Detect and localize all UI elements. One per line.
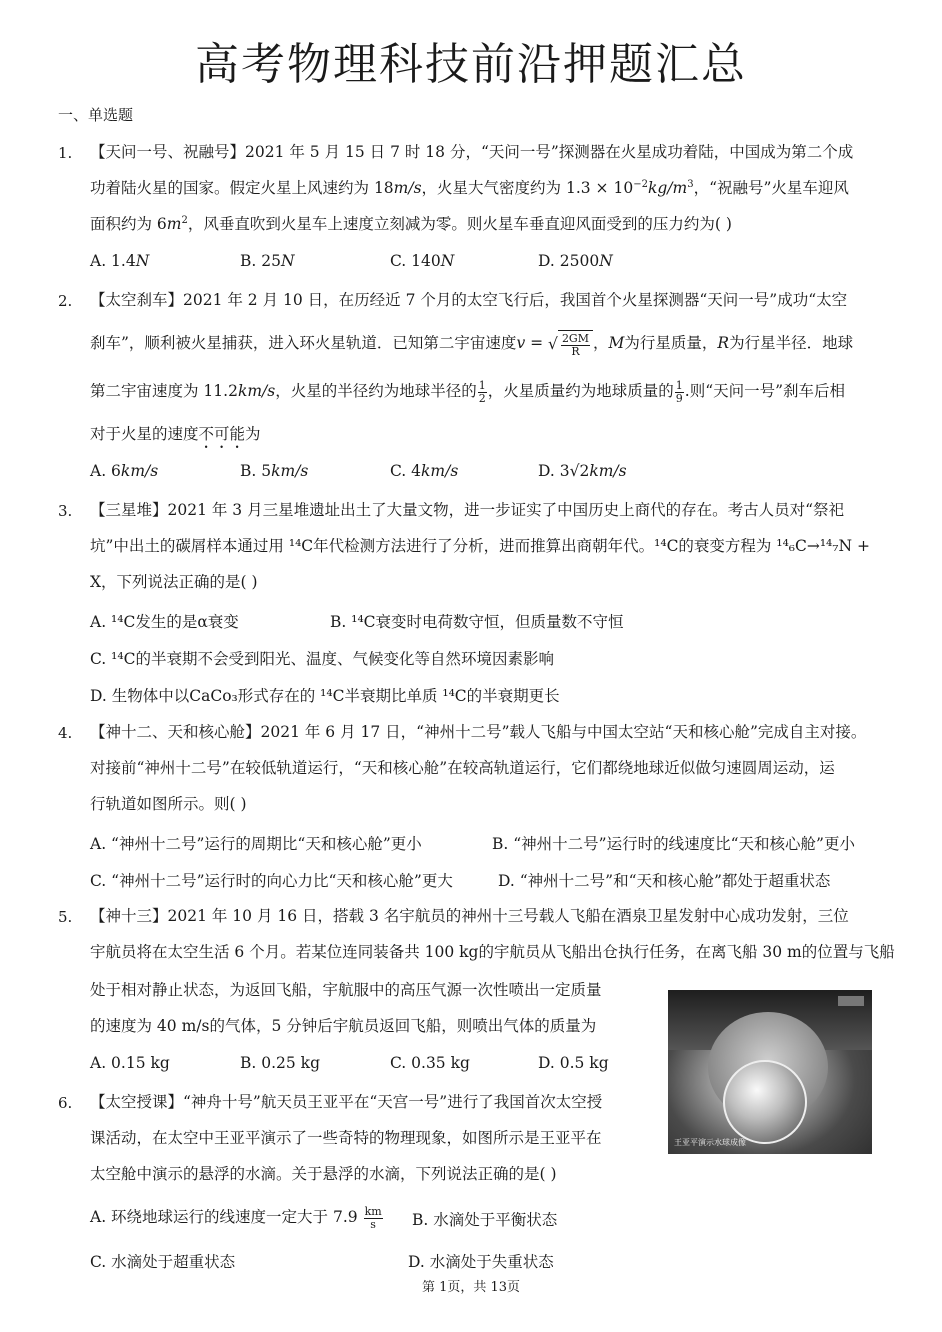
question-number: 3. <box>58 502 73 520</box>
water-droplet <box>723 1060 807 1144</box>
q2-line1: 【太空刹车】2021 年 2 月 10 日，在历经近 7 个月的太空飞行后，我国首个火星探测器“天问一号”成功“太空 <box>90 291 848 309</box>
q5-option-d: D. 0.5 kg <box>538 1054 609 1072</box>
q3-option-c: C. ¹⁴C的半衰期不会受到阳光、温度、气候变化等自然环境因素影响 <box>90 650 554 668</box>
q5-line1: 【神十三】2021 年 10 月 16 日，搭载 3 名宇航员的神州十三号载人飞船在酒泉卫星发射中心成功发射，三位 <box>90 907 849 925</box>
q1-line3: 面积约为 $6m^2$，风垂直吹到火星车上速度立刻减为零。则火星车垂直迎风面受到的压力约为( ) <box>90 214 732 233</box>
q6-line3: 太空舱中演示的悬浮的水滴。关于悬浮的水滴，下列说法正确的是( ) <box>90 1165 557 1183</box>
question-number: 4. <box>58 724 73 742</box>
q2-option-a: A. 6km/s <box>90 462 159 480</box>
q1-line2: 功着陆火星的国家。假定火星上风速约为 18m/s，火星大气密度约为 $1.3 \times 10^{-2}kg/m^3$，“祝融号”火星车迎风 <box>90 178 849 197</box>
q6-line2: 课活动，在太空中王亚平演示了一些奇特的物理现象，如图所示是王亚平在 <box>90 1129 602 1147</box>
q5-line3: 处于相对静止状态，为返回飞船，宇航服中的高压气源一次性喷出一定质量 <box>90 981 602 999</box>
q6-option-b: B. 水滴处于平衡状态 <box>412 1211 558 1229</box>
page-title: 高考物理科技前沿押题汇总 <box>195 39 747 90</box>
q4-option-d: D. “神州十二号”和“天和核心舱”都处于超重状态 <box>498 872 831 890</box>
question-number: 1. <box>58 144 73 162</box>
q2-option-c: C. 4km/s <box>390 462 459 480</box>
section-heading: 一、单选题 <box>58 106 134 124</box>
q1-option-a: A. 1.4N <box>90 252 150 270</box>
photo-logo <box>838 996 864 1006</box>
q3-option-d: D. 生物体中以CaCo₃形式存在的 ¹⁴C半衰期比单质 ¹⁴C的半衰期更长 <box>90 687 560 705</box>
q3-line1: 【三星堆】2021 年 3 月三星堆遗址出土了大量文物，进一步证实了中国历史上商代的存在。考古人员对“祭祀 <box>90 501 845 519</box>
q1-option-c: C. 140N <box>390 252 455 270</box>
q3-line2: 坑”中出土的碳屑样本通过用 ¹⁴C年代检测方法进行了分析，进而推算出商朝年代。¹⁴C的衰变方程为 ¹⁴₆C→¹⁴₇N + <box>90 537 870 555</box>
q2-option-b: B. 5km/s <box>240 462 309 480</box>
q3-option-b: B. ¹⁴C衰变时电荷数守恒，但质量数不守恒 <box>330 613 624 631</box>
photo-caption: 王亚平演示水球成像 <box>674 1138 746 1147</box>
water-droplet-photo <box>668 990 872 1154</box>
q3-option-a: A. ¹⁴C发生的是α衰变 <box>90 613 239 631</box>
q6-option-a: A. 环绕地球运行的线速度一定大于 7.9 $\frac{km}{s}$ <box>90 1204 382 1231</box>
q4-option-c: C. “神州十二号”运行时的向心力比“天和核心舱”更大 <box>90 872 453 890</box>
q4-option-a: A. “神州十二号”运行的周期比“天和核心舱”更小 <box>90 835 422 853</box>
q5-option-c: C. 0.35 kg <box>390 1054 470 1072</box>
q2-option-d: D. 3√2km/s <box>538 462 627 480</box>
q5-line2: 宇航员将在太空生活 6 个月。若某位连同装备共 100 kg的宇航员从飞船出仓执行任务，在离飞船 30 m的位置与飞船 <box>90 943 895 961</box>
question-number: 6. <box>58 1094 73 1112</box>
q6-line1: 【太空授课】“神舟十号”航天员王亚平在“天宫一号”进行了我国首次太空授 <box>90 1093 603 1111</box>
question-number: 2. <box>58 292 73 310</box>
q6-option-d: D. 水滴处于失重状态 <box>408 1253 554 1271</box>
q2-line4: 对于火星的速度不可能为 <box>90 425 261 443</box>
q5-line4: 的速度为 40 m/s的气体，5 分钟后宇航员返回飞船，则喷出气体的质量为 <box>90 1017 597 1035</box>
q4-option-b: B. “神州十二号”运行时的线速度比“天和核心舱”更小 <box>492 835 855 853</box>
question-number: 5. <box>58 908 73 926</box>
q3-line3: X，下列说法正确的是( ) <box>90 573 258 591</box>
q1-option-b: B. 25N <box>240 252 295 270</box>
q4-line3: 行轨道如图所示。则( ) <box>90 795 247 813</box>
q5-option-a: A. 0.15 kg <box>90 1054 170 1072</box>
q2-line3: 第二宇宙速度为 11.2km/s，火星的半径约为地球半径的 $\frac{1}{2}$ ，火星质量约为地球质量的 $\frac{1}{9}$ .则“天问一号”刹车后相 <box>90 378 846 405</box>
q5-option-b: B. 0.25 kg <box>240 1054 320 1072</box>
page-footer: 第 1页，共 13页 <box>421 1280 521 1295</box>
q1-line1: 【天问一号、祝融号】2021 年 5 月 15 日 7 时 18 分，“天问一号”探测器在火星成功着陆，中国成为第二个成 <box>90 143 854 161</box>
q4-line2: 对接前“神州十二号”在较低轨道运行，“天和核心舱”在较高轨道运行，它们都绕地球近似做匀速圆周运动，运 <box>90 759 835 777</box>
q2-line2: 刹车”，顺利被火星捕获，进入环火星轨道．已知第二宇宙速度v = √ $\frac{2GM}{R}$ ，M为行星质量，R为行星半径．地球 <box>90 331 854 358</box>
q1-option-d: D. 2500N <box>538 252 613 270</box>
q4-line1: 【神十二、天和核心舱】2021 年 6 月 17 日，“神州十二号”载人飞船与中国太空站“天和核心舱”完成自主对接。 <box>90 723 867 741</box>
q6-option-c: C. 水滴处于超重状态 <box>90 1253 236 1271</box>
